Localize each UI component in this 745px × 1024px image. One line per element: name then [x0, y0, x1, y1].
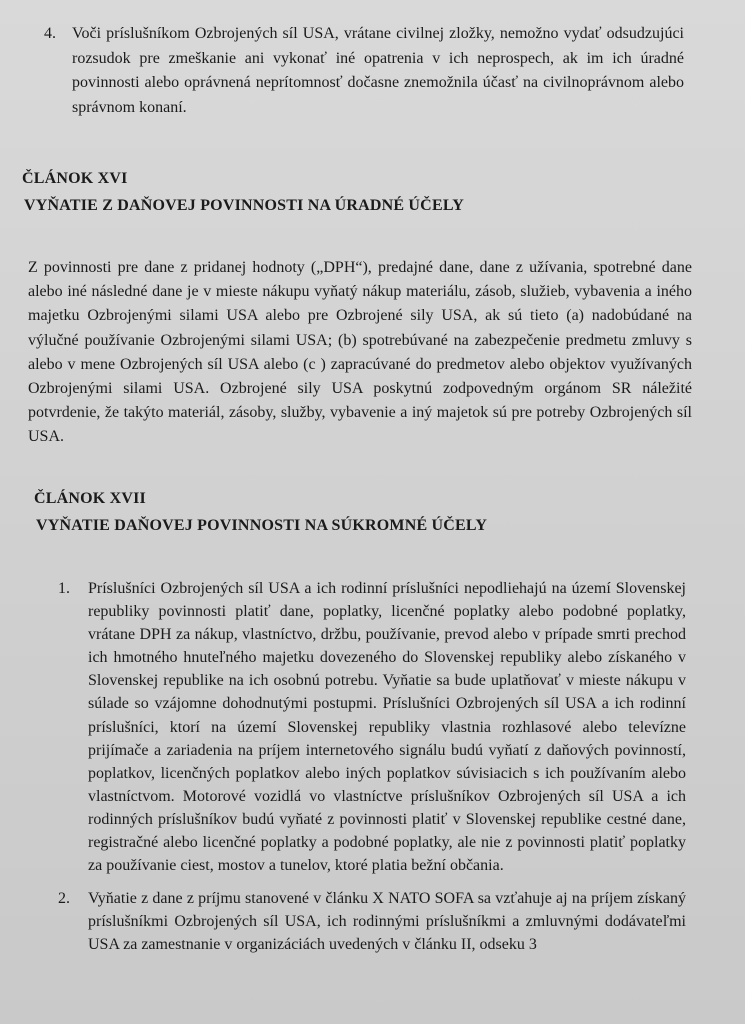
article-16-title: ČLÁNOK XVI [22, 170, 128, 187]
item-text: Vyňatie z dane z príjmu stanovené v článku X NATO SOFA sa vzťahuje aj na príjem získaný príslušníkmi Ozbrojených síl USA, ich rodinnými príslušníkmi a zmluvnými dodávateľmi USA za zamestnanie v organizáciách uvedených v článku II, odseku 3 [88, 890, 686, 954]
list-item [58, 577, 686, 877]
item-number: 1. [58, 580, 70, 597]
item-number: 2. [58, 890, 70, 908]
article-17-title: ČLÁNOK XVII [34, 490, 146, 507]
article-16-paragraph: Z povinnosti pre dane z pridanej hodnoty („DPH“), predajné dane, dane z užívania, spotrebné dane alebo iné následné dane je v mieste nákupu vyňatý nákup materiálu, zásob, služieb, vybavenia a iného majetku Ozbrojenými silami USA alebo pre Ozbrojené sily USA, ak sú tieto (a) nadobúdané na výlučné používanie Ozbrojenými silami USA; (b) spotrebúvané na zabezpečenie predmetu zmluvy s alebo v mene Ozbrojených síl USA alebo (c ) zapracúvané do predmetov alebo objektov využívaných Ozbrojenými silami USA. Ozbrojené sily USA poskytnú zodpovedným orgánom SR náležité potvrdenie, že takýto materiál, zásoby, služby, vybavenie a iný majetok sú pre potreby Ozbrojených síl USA. [28, 259, 692, 446]
article-17-list [58, 577, 686, 967]
article-17-subtitle: VYŇATIE DAŇOVEJ POVINNOSTI NA SÚKROMNÉ ÚČELY [36, 517, 488, 534]
item-text: Voči príslušníkom Ozbrojených síl USA, vrátane civilnej zložky, nemožno vydať odsudzujúci rozsudok pre zmeškanie ani vykonať iné opatrenia v ich neprospech, ak im ich úradné povinnosti alebo oprávnená neprítomnosť dočasne znemožnila účasť na civilnoprávnom alebo správnom konaní. [72, 25, 684, 116]
article-15-item-4 [44, 22, 684, 120]
list-item [58, 887, 686, 956]
item-number: 4. [44, 25, 56, 42]
article-16-subtitle: VYŇATIE Z DAŇOVEJ POVINNOSTI NA ÚRADNÉ ÚČELY [24, 197, 464, 214]
item-text: Príslušníci Ozbrojených síl USA a ich rodinní príslušníci nepodliehajú na území Slovenskej republiky povinnosti platiť dane, poplatky, licenčné poplatky alebo podobné poplatky, vrátane DPH za nákup, vlastníctvo, držbu, používanie, prevod alebo v prípade smrti prechod ich hmotného hnuteľného majetku dovezeného do Slovenskej republiky alebo získaného v Slovenskej republike na ich osobnú potrebu. Vyňatie sa bude uplatňovať v mieste nákupu v súlade so vzájomne dohodnutými postupmi. Príslušníci Ozbrojených síl USA a ich rodinní príslušníci, ktorí na území Slovenskej republiky vlastnia rozhlasové alebo televízne prijímače a zariadenia na príjem internetového signálu budú vyňatí z daňových povinností, poplatkov, licenčných poplatkov alebo iných poplatkov súvisiacich s ich používaním alebo vlastníctvom. Motorové vozidlá vo vlastníctve príslušníkov Ozbrojených síl USA a ich rodinných príslušníkov budú vyňaté z povinnosti platiť v Slovenskej republike cestné dane, registračné alebo licenčné poplatky a podobné poplatky, ale nie z povinnosti platiť poplatky za používanie ciest, mostov a tunelov, ktoré platia bežní občania. [88, 580, 686, 875]
